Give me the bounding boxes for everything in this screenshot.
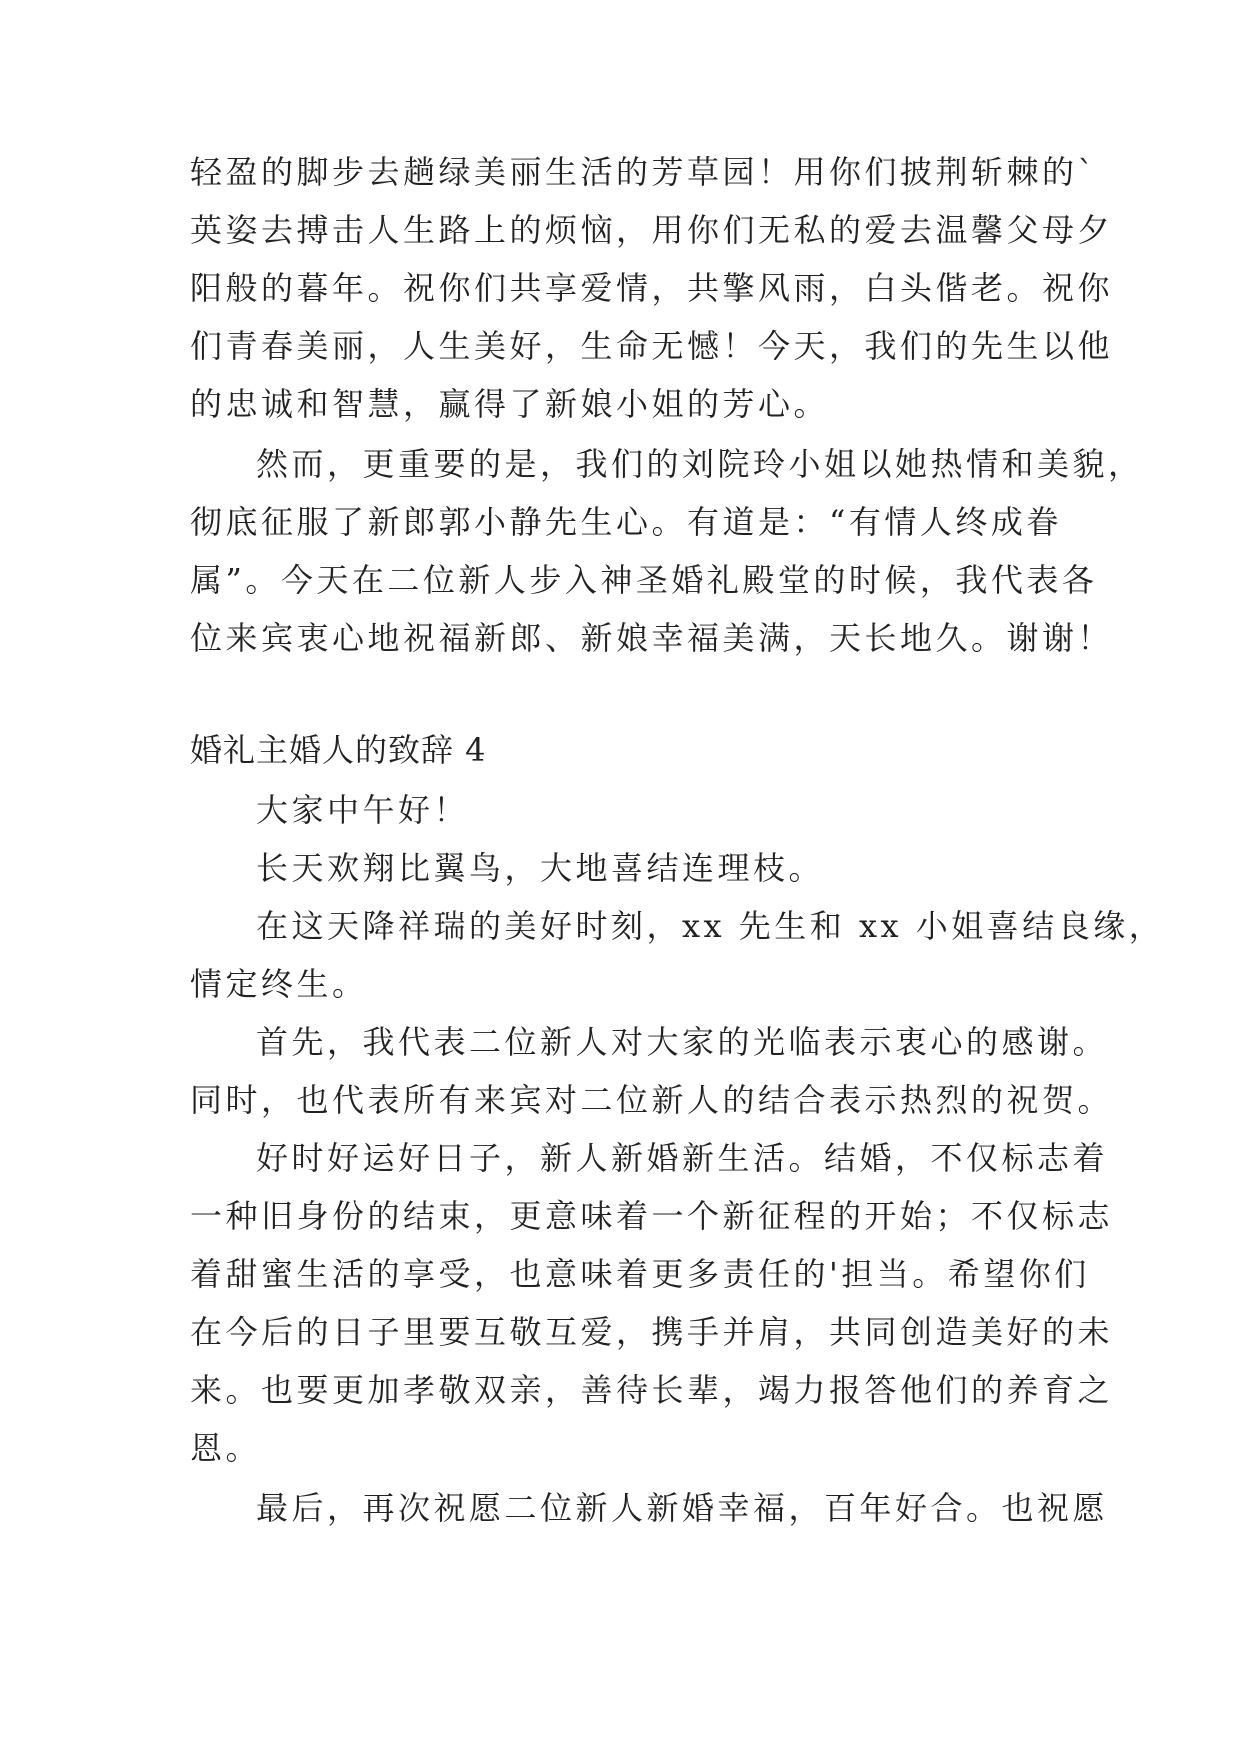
paragraph-line: 彻底征服了新郎郭小静先生心。有道是：“有情人终成眷 xyxy=(190,503,1062,541)
paragraph-line: 在这天降祥瑞的美好时刻，xx 先生和 xx 小姐喜结良缘， xyxy=(256,907,1165,945)
paragraph-line: 在今后的日子里要互敬互爱，携手并肩，共同创造美好的未 xyxy=(190,1313,1114,1351)
paragraph-line: 情定终生。 xyxy=(190,965,368,1003)
paragraph-line: 大家中午好！ xyxy=(256,791,470,829)
paragraph-line: 恩。 xyxy=(190,1429,262,1467)
paragraph-line: 着甜蜜生活的享受，也意味着更多责任的'担当。希望你们 xyxy=(190,1255,1090,1293)
section-heading: 婚礼主婚人的致辞 4 xyxy=(190,731,487,769)
paragraph-line: 然而，更重要的是，我们的刘院玲小姐以她热情和美貌， xyxy=(256,445,1144,483)
paragraph-line: 轻盈的脚步去趟绿美丽生活的芳草园！用你们披荆斩棘的` xyxy=(190,153,1098,191)
paragraph-line: 英姿去搏击人生路上的烦恼，用你们无私的爱去温馨父母夕 xyxy=(190,211,1114,249)
paragraph-line: 首先，我代表二位新人对大家的光临表示衷心的感谢。 xyxy=(256,1023,1109,1061)
paragraph-line: 的忠诚和智慧，赢得了新娘小姐的芳心。 xyxy=(190,385,830,423)
paragraph-line: 位来宾衷心地祝福新郎、新娘幸福美满，天长地久。谢谢！ xyxy=(190,619,1114,657)
paragraph-line: 长天欢翔比翼鸟，大地喜结连理枝。 xyxy=(256,849,825,887)
paragraph-line: 属”。今天在二位新人步入神圣婚礼殿堂的时候，我代表各 xyxy=(190,561,1098,599)
paragraph-line: 同时，也代表所有来宾对二位新人的结合表示热烈的祝贺。 xyxy=(190,1081,1114,1119)
paragraph-line: 一种旧身份的结束，更意味着一个新征程的开始；不仅标志 xyxy=(190,1197,1114,1235)
paragraph-line: 们青春美丽，人生美好，生命无憾！今天，我们的先生以他 xyxy=(190,327,1114,365)
paragraph-line: 好时好运好日子，新人新婚新生活。结婚，不仅标志着 xyxy=(256,1139,1109,1177)
paragraph-line: 来。也要更加孝敬双亲，善待长辈，竭力报答他们的养育之 xyxy=(190,1371,1114,1409)
paragraph-line: 阳般的暮年。祝你们共享爱情，共擎风雨，白头偕老。祝你 xyxy=(190,269,1114,307)
paragraph-line: 最后，再次祝愿二位新人新婚幸福，百年好合。也祝愿 xyxy=(256,1489,1109,1527)
